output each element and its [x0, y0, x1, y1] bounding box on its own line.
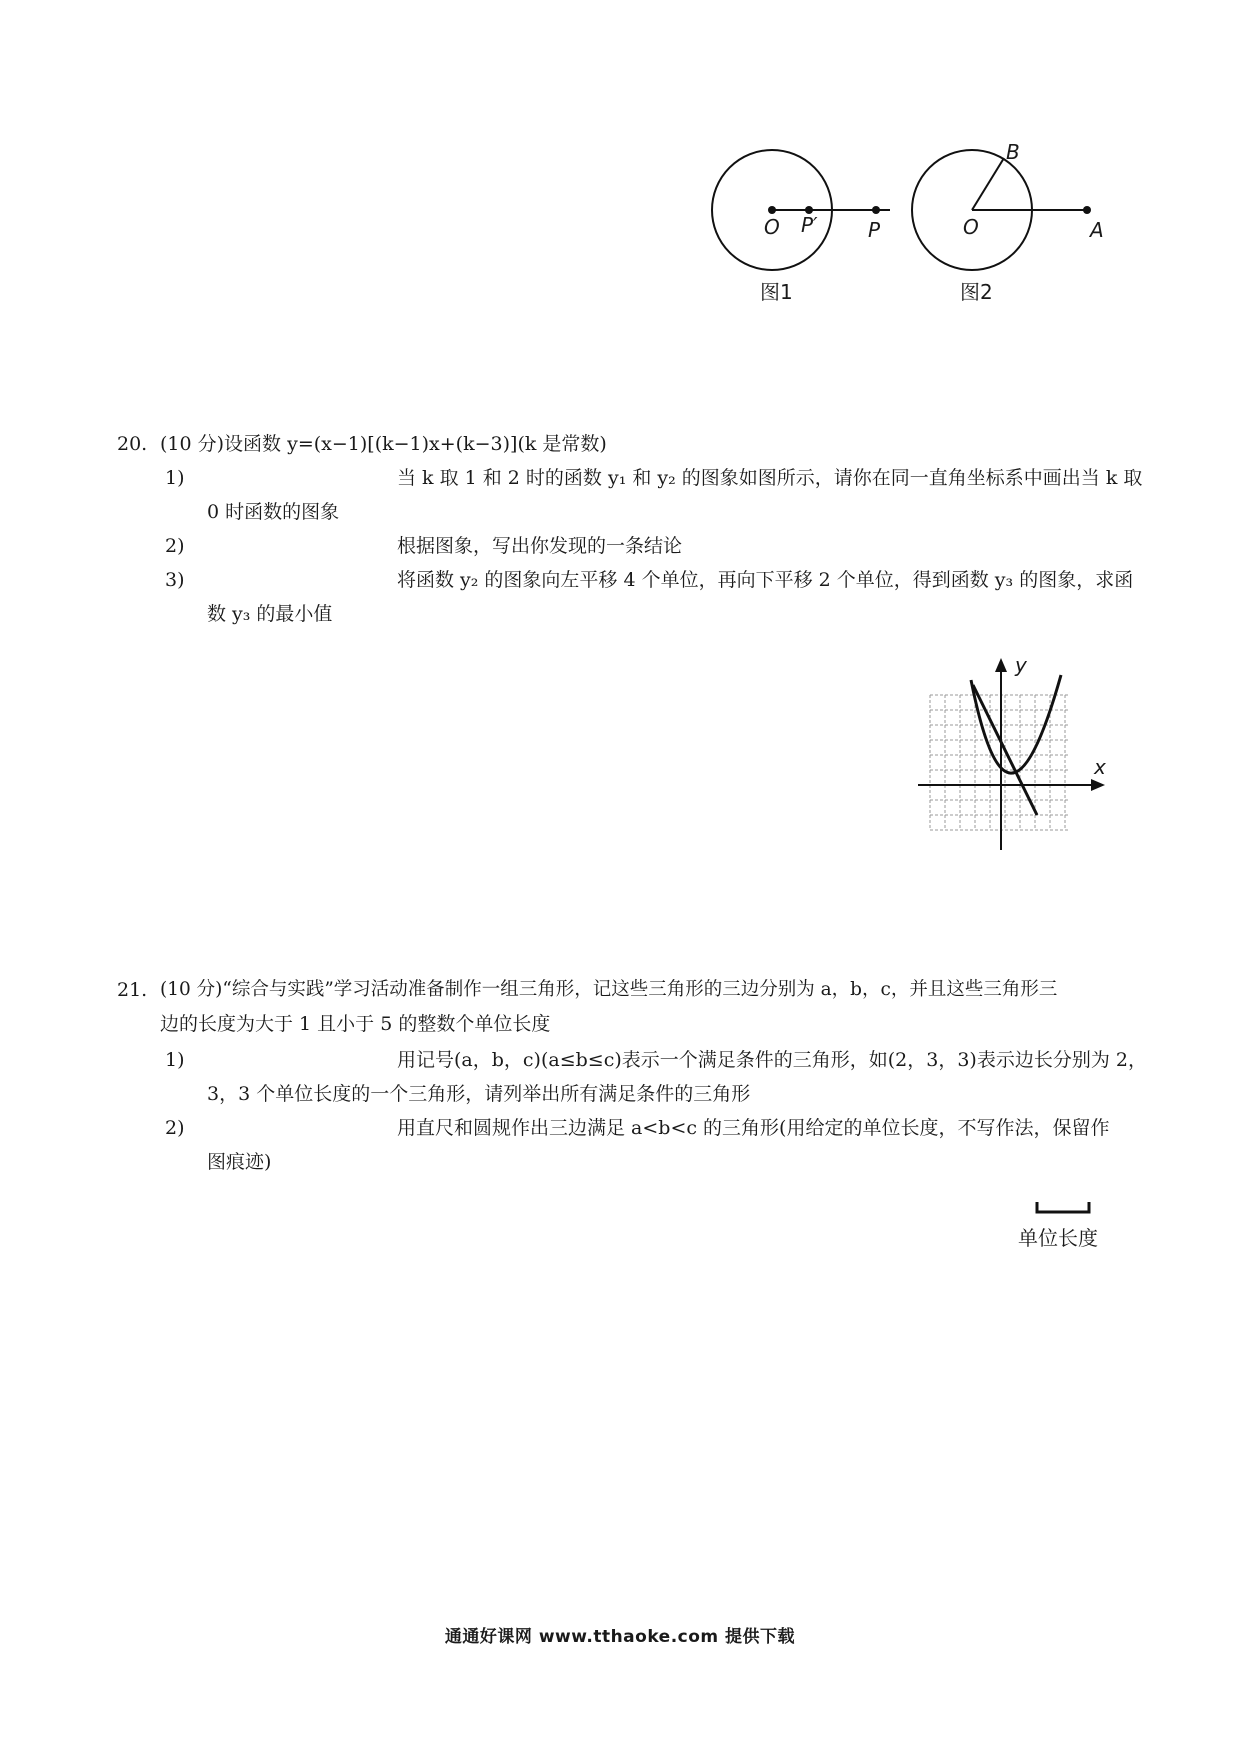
- fig2-caption: 图2: [960, 280, 993, 304]
- q21-item-1-text: 用记号(a，b，c)(a≤b≤c)表示一个满足条件的三角形，如(2，3，3)表示边长分别为 2，: [397, 1049, 1147, 1071]
- fig2-point-a: [1083, 206, 1091, 214]
- q21-item-2-number: 2): [165, 1117, 185, 1139]
- q20-item-2-text: 根据图象，写出你发现的一条结论: [397, 535, 683, 557]
- fig1-point-p: [872, 206, 880, 214]
- q21-item-2-text-cont: 图痕迹): [207, 1151, 272, 1173]
- fig2-segment-ob: [972, 158, 1004, 210]
- q20-header: (10 分)设函数 y=(x−1)[(k−1)x+(k−3)](k 是常数): [160, 433, 607, 455]
- page-footer: 通通好课网 www.tthaoke.com 提供下载: [444, 1627, 796, 1647]
- fig2-label-o: O: [963, 215, 979, 239]
- q21-item-2-text: 用直尺和圆规作出三边满足 a<b<c 的三角形(用给定的单位长度，不写作法，保留作: [397, 1117, 1110, 1139]
- q20-number: 20.: [117, 433, 148, 455]
- q20-item-1-text: 当 k 取 1 和 2 时的函数 y₁ 和 y₂ 的图象如图所示，请你在同一直角坐标系中画出当 k 取: [397, 467, 1143, 489]
- fig1-caption: 图1: [760, 280, 793, 304]
- unit-length-label: 单位长度: [1018, 1226, 1098, 1250]
- fig1-label-p-prime: P′: [801, 213, 818, 237]
- q21-item-1-text-cont: 3，3 个单位长度的一个三角形，请列举出所有满足条件的三角形: [207, 1083, 751, 1105]
- q20-item-3-text: 将函数 y₂ 的图象向左平移 4 个单位，再向下平移 2 个单位，得到函数 y₃ 的图象，求函: [397, 569, 1134, 591]
- q20-item-3-number: 3): [165, 569, 185, 591]
- q20-graph-x-label: x: [1094, 755, 1106, 779]
- fig1-label-o: O: [764, 215, 780, 239]
- unit-length-bracket: [1034, 1200, 1092, 1216]
- fig1-label-p: P: [868, 218, 881, 242]
- q20-item-3-text-cont: 数 y₃ 的最小值: [207, 603, 333, 625]
- q21-number: 21.: [117, 979, 148, 1001]
- q20-item-2-number: 2): [165, 535, 185, 557]
- graph-parabola-y2: [971, 675, 1061, 773]
- x-axis-arrow-icon: [1091, 779, 1105, 791]
- fig1-point-o: [768, 206, 776, 214]
- q20-item-1-number: 1): [165, 467, 185, 489]
- q20-item-1-text-cont: 0 时函数的图象: [207, 501, 340, 523]
- q20-coordinate-graph: [915, 650, 1115, 855]
- fig2-label-b: B: [1006, 140, 1020, 164]
- q20-graph-y-label: y: [1015, 653, 1027, 677]
- fig2-label-a: A: [1090, 218, 1104, 242]
- q21-header-cont: 边的长度为大于 1 且小于 5 的整数个单位长度: [160, 1013, 551, 1035]
- y-axis-arrow-icon: [995, 658, 1007, 672]
- circle-figures: [690, 130, 1120, 315]
- q21-header: (10 分)“综合与实践”学习活动准备制作一组三角形，记这些三角形的三边分别为 a，b，c，并且这些三角形三: [160, 979, 1058, 1000]
- q21-item-1-number: 1): [165, 1049, 185, 1071]
